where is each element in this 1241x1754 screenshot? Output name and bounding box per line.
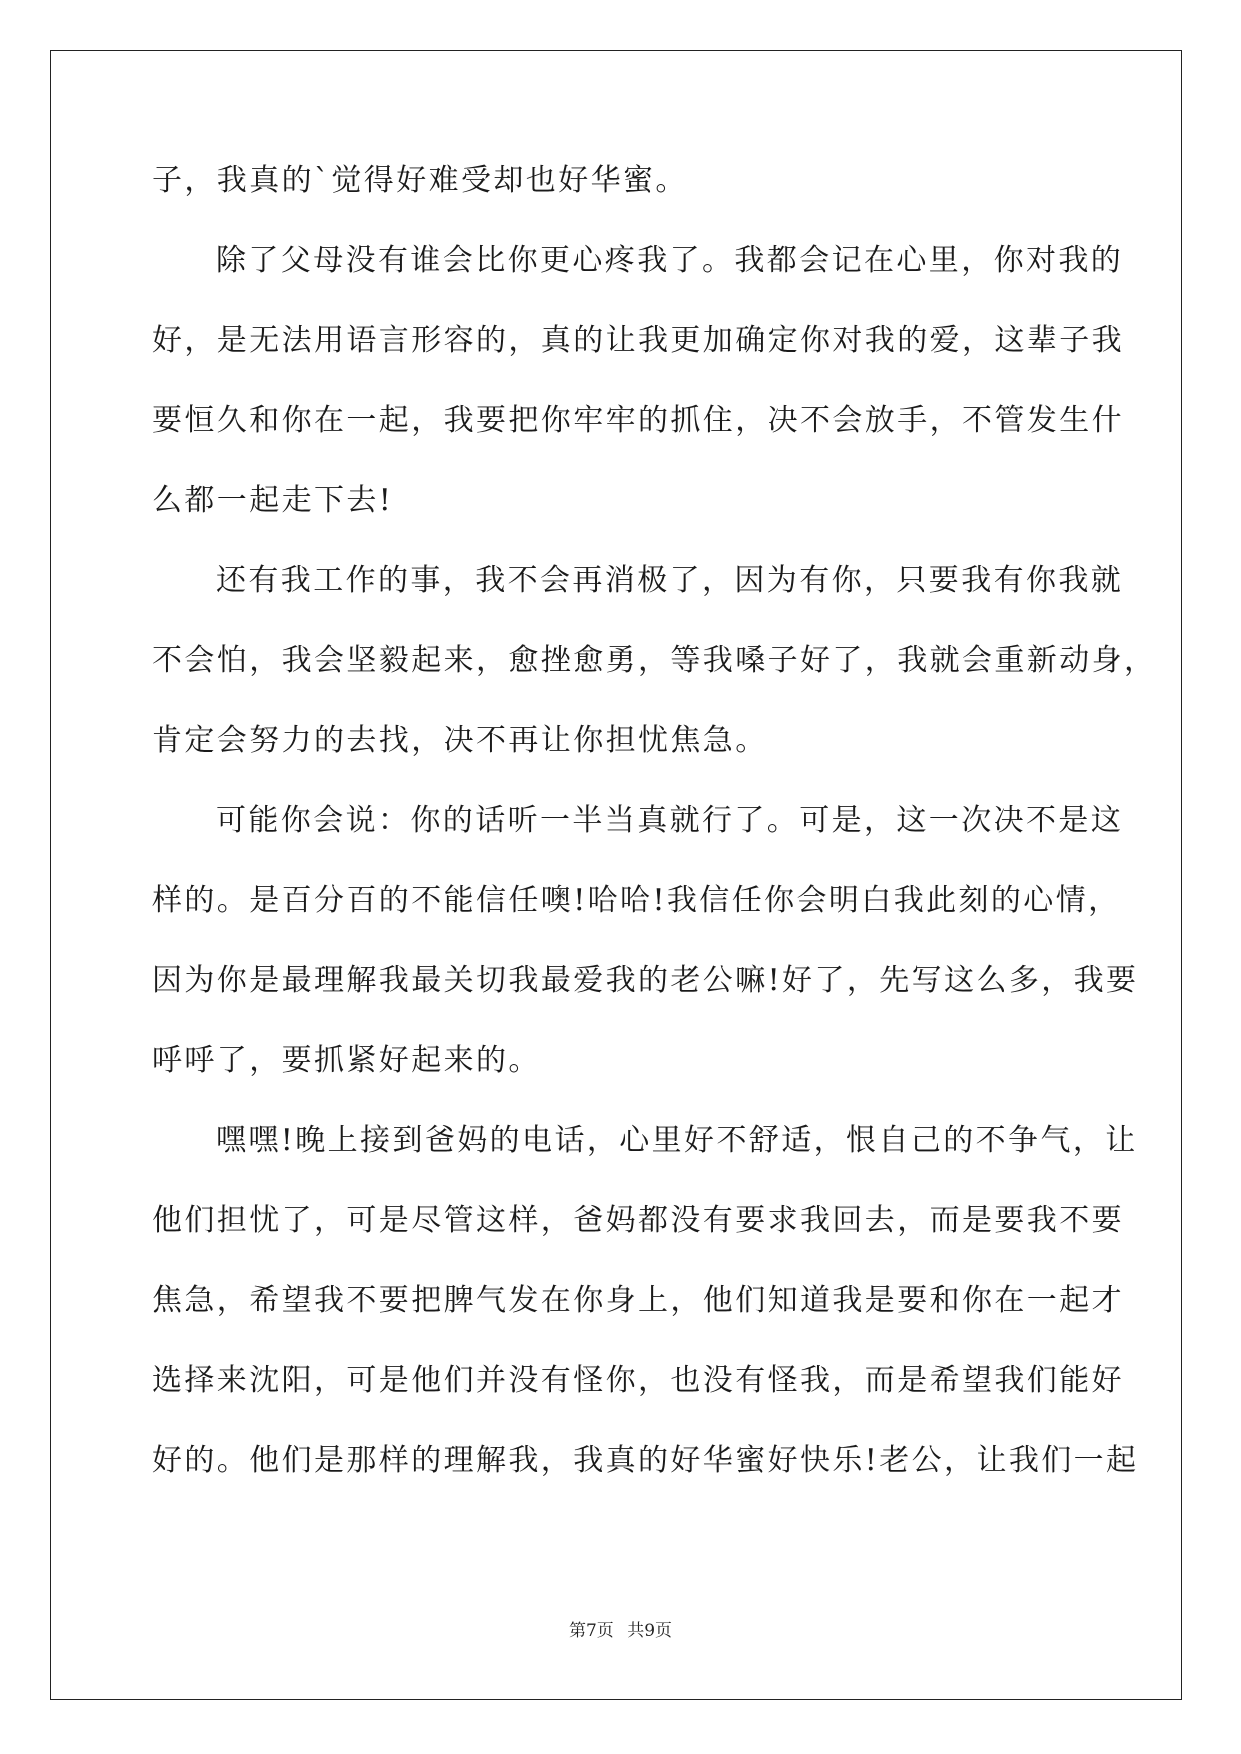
text-line: 子，我真的`觉得好难受却也好华蜜。 bbox=[152, 163, 688, 198]
text-line: 肯定会努力的去找，决不再让你担忧焦急。 bbox=[152, 723, 768, 758]
text-line: 要恒久和你在一起，我要把你牢牢的抓住，决不会放手，不管发生什 bbox=[152, 403, 1124, 438]
text-line: 好，是无法用语言形容的，真的让我更加确定你对我的爱，这辈子我 bbox=[152, 323, 1124, 358]
page-total: 共9页 bbox=[627, 1621, 673, 1641]
text-line: 除了父母没有谁会比你更心疼我了。我都会记在心里，你对我的 bbox=[216, 243, 1124, 278]
text-line: 不会怕，我会坚毅起来，愈挫愈勇，等我嗓子好了，我就会重新动身， bbox=[152, 643, 1157, 678]
text-line: 焦急，希望我不要把脾气发在你身上，他们知道我是要和你在一起才 bbox=[152, 1283, 1124, 1318]
text-line: 嘿嘿!晚上接到爸妈的电话，心里好不舒适，恨自己的不争气，让 bbox=[216, 1123, 1138, 1158]
text-line: 呼呼了，要抓紧好起来的。 bbox=[152, 1043, 541, 1078]
text-line: 可能你会说：你的话听一半当真就行了。可是，这一次决不是这 bbox=[216, 803, 1124, 838]
text-line: 还有我工作的事，我不会再消极了，因为有你，只要我有你我就 bbox=[216, 563, 1124, 598]
document-body bbox=[152, 163, 1157, 1526]
text-line: 么都一起走下去! bbox=[152, 483, 394, 518]
page-footer bbox=[0, 1616, 1241, 1641]
text-line: 选择来沈阳，可是他们并没有怪你，也没有怪我，而是希望我们能好 bbox=[152, 1363, 1124, 1398]
page-number: 第7页 bbox=[568, 1621, 614, 1641]
text-line: 好的。他们是那样的理解我，我真的好华蜜好快乐!老公，让我们一起 bbox=[152, 1443, 1139, 1478]
text-line: 他们担忧了，可是尽管这样，爸妈都没有要求我回去，而是要我不要 bbox=[152, 1203, 1124, 1238]
text-line: 样的。是百分百的不能信任噢!哈哈!我信任你会明白我此刻的心情， bbox=[152, 883, 1121, 918]
text-line: 因为你是最理解我最关切我最爱我的老公嘛!好了，先写这么多，我要 bbox=[152, 963, 1139, 998]
